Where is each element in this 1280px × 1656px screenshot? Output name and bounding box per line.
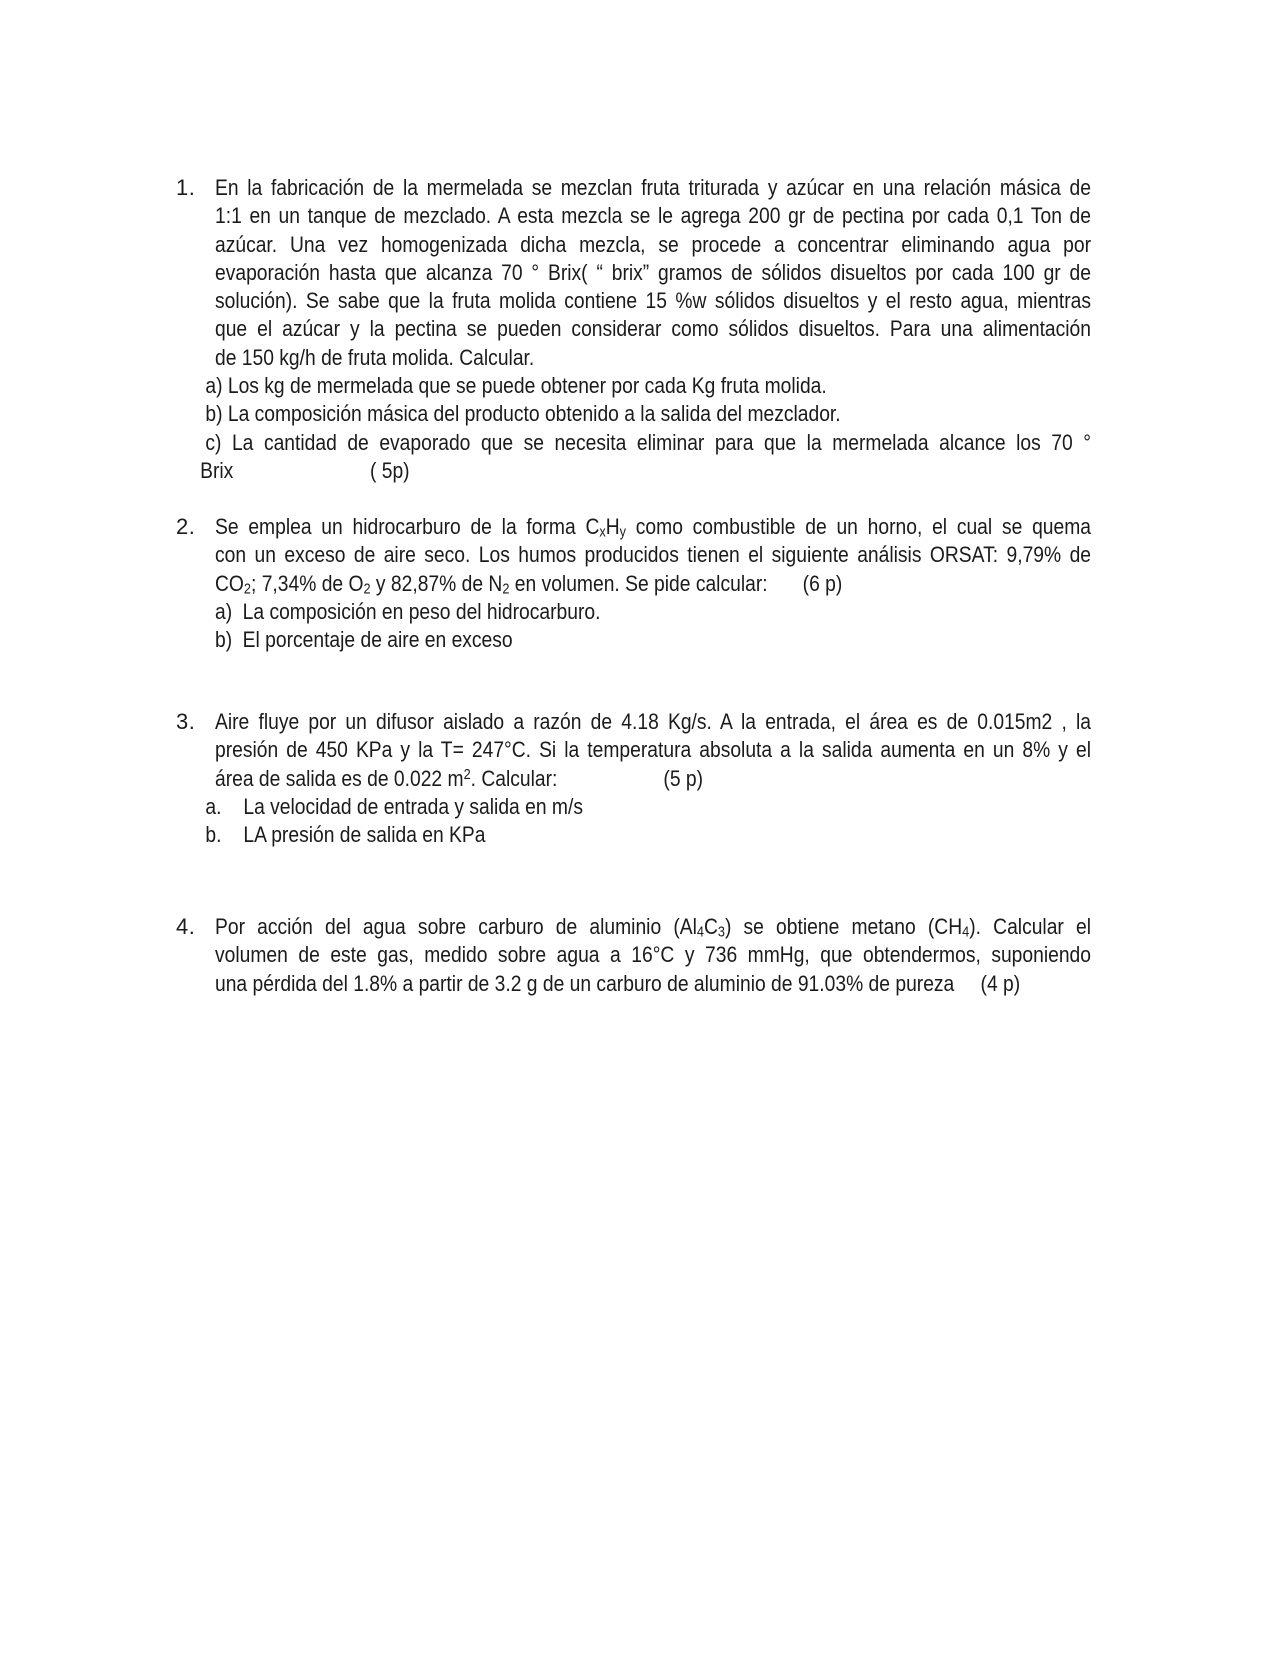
problem-1-text: [200, 174, 1091, 485]
problem-2: [176, 513, 1215, 654]
problem-2-body-line-3: $CO_2$; 7,34% de $O_2$ y 82,87% de $N_2$ en volumen. Se pide calcular: (6 p): [215, 570, 843, 598]
problem-4: [176, 913, 1215, 998]
problem-2-body-line-2: con un exceso de aire seco. Los humos producidos tienen el siguiente análisis ORSAT: 9,79% de: [215, 542, 1091, 568]
problem-1-item-a: a) Los kg de mermelada que se puede obtener por cada Kg fruta molida.: [205, 373, 827, 399]
problem-3-body-line-1: Aire fluye por un difusor aislado a razón de 4.18 Kg/s. A la entrada, el área es de 0.015m2 , la: [215, 709, 1091, 734]
problem-1-item-c: c) La cantidad de evaporado que se necesita eliminar para que la mermelada alcance los 70 °: [205, 429, 1091, 455]
problem-1-body-line-1: En la fabricación de la mermelada se mezclan fruta triturada y azúcar en una relación másica de: [215, 175, 1091, 200]
problem-1-body-line-7: de 150 kg/h de fruta molida. Calcular.: [215, 344, 535, 370]
problem-2-item-b: b) El porcentaje de aire en exceso: [215, 627, 513, 653]
problem-1-body-line-3: azúcar. Una vez homogenizada dicha mezcla, se procede a concentrar eliminando agua por: [215, 231, 1091, 257]
problem-2-text: [215, 513, 1091, 654]
problem-3-number: 3.: [176, 709, 196, 734]
problem-1-body-line-5: solución). Se sabe que la fruta molida contiene 15 %w sólidos disueltos y el resto agua, mientras: [215, 288, 1091, 314]
problem-4-number: 4.: [176, 914, 196, 939]
problem-1-body-line-4: evaporación hasta que alcanza 70 ° Brix( “ brix” gramos de sólidos disueltos por cada 100 gr de: [215, 259, 1091, 285]
problem-3-text: [205, 708, 1091, 849]
problem-3-item-a: a. La velocidad de entrada y salida en m/s: [205, 793, 583, 819]
problem-1-item-c-wrap: Brix ( 5p): [200, 457, 410, 483]
problem-3-body-line-3: área de salida es de 0.022 $m^2$. Calcular: (5 p): [215, 765, 704, 791]
problem-3-body-line-2: presión de 450 KPa y la T= 247°C. Si la temperatura absoluta a la salida aumenta en un 8% y el: [215, 737, 1091, 763]
problem-3: [176, 708, 1215, 849]
problem-2-item-a: a) La composición en peso del hidrocarburo.: [215, 598, 601, 624]
problem-4-body-line-1: Por acción del agua sobre carburo de aluminio $(Al_4C_3)$ se obtiene metano $(CH_4)$. Calcular el: [215, 914, 1092, 941]
problem-1: [176, 174, 1215, 485]
problem-1-item-b: b) La composición másica del producto obtenido a la salida del mezclador.: [205, 401, 841, 427]
problem-1-body-line-6: que el azúcar y la pectina se pueden considerar como sólidos disueltos. Para una alimentación: [215, 316, 1091, 342]
problem-1-number: 1.: [176, 175, 196, 200]
problem-4-body-line-2: volumen de este gas, medido sobre agua a 16°C y 736 mmHg, que obtendermos, suponiendo: [215, 942, 1091, 968]
problem-2-body-line-1: Se emplea un hidrocarburo de la forma $C_xH_y$ como combustible de un horno, el cual se quema: [215, 514, 1091, 541]
problem-4-body-line-3: una pérdida del 1.8% a partir de 3.2 g de un carburo de aluminio de 91.03% de pureza (4 p): [215, 970, 1021, 996]
problem-2-number: 2.: [176, 514, 196, 539]
problem-4-text: [215, 913, 1091, 998]
problem-3-item-b: b. LA presión de salida en KPa: [205, 822, 486, 848]
problem-1-body-line-2: 1:1 en un tanque de mezclado. A esta mezcla se le agrega 200 gr de pectina por cada 0,1 Ton de: [215, 203, 1091, 229]
